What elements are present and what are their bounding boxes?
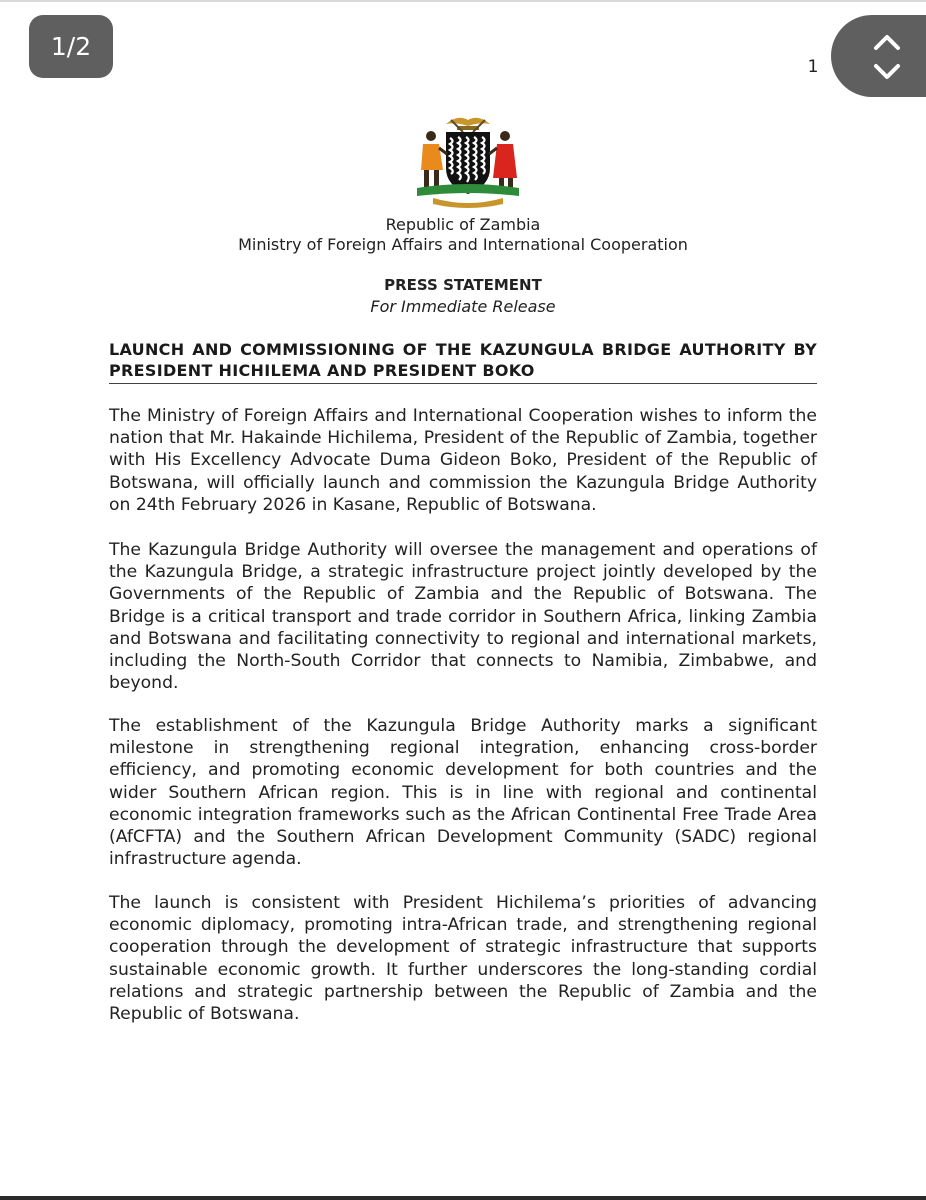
next-page-button[interactable] — [867, 57, 907, 87]
body-paragraph: The launch is consistent with President Hichilema’s priorities of advancing economic diplomacy, promoting intra-African trade, and strengthening regional cooperation through the development of strategic infrastructure that supports sustainable economic growth. It further underscores the long-standing cordial relations and strategic partnership between the Republic of Zambia and the Republic of Botswana. — [109, 893, 817, 1025]
page-indicator: 1/2 — [29, 15, 113, 78]
page-number: 1 — [807, 57, 819, 77]
chevron-up-icon — [871, 31, 903, 53]
header-ministry: Ministry of Foreign Affairs and International Cooperation — [238, 235, 688, 254]
statement-type: PRESS STATEMENT — [384, 276, 542, 294]
chevron-down-icon — [871, 61, 903, 83]
coat-of-arms-icon — [413, 110, 523, 210]
release-note: For Immediate Release — [370, 297, 556, 316]
body-paragraph: The establishment of the Kazungula Bridge Authority marks a significant milestone in strengthening regional integration, enhancing cross-border efficiency, and promoting economic development for both countries and the wider Southern African region. This is in line with regional and continental economic integration frameworks such as the African Continental Free Trade Area (AfCFTA) and the Southern African Development Community (SADC) regional infrastructure agenda. — [109, 716, 817, 870]
previous-page-button[interactable] — [867, 27, 907, 57]
top-border — [0, 0, 926, 2]
body-paragraph: The Ministry of Foreign Affairs and International Cooperation wishes to inform the nation that Mr. Hakainde Hichilema, President of the Republic of Zambia, together with His Excellency Advocate Duma Gideon Boko, President of the Republic of Botswana, will officially launch and commission the Kazungula Bridge Authority on 24th February 2026 in Kasane, Republic of Botswana. — [109, 406, 817, 515]
headline: LAUNCH AND COMMISSIONING OF THE KAZUNGULA BRIDGE AUTHORITY BY PRESIDENT HICHILEMA AND PRESIDENT BOKO — [109, 339, 817, 384]
header-country: Republic of Zambia — [385, 215, 541, 234]
page-navigation — [831, 15, 926, 97]
body-paragraph: The Kazungula Bridge Authority will oversee the management and operations of the Kazungula Bridge, a strategic infrastructure project jointly developed by the Governments of the Republic of Zambia and the Republic of Botswana. The Bridge is a critical transport and trade corridor in Southern Africa, linking Zambia and Botswana and facilitating connectivity to regional and international markets, including the North-South Corridor that connects to Namibia, Zimbabwe, and beyond. — [109, 540, 817, 694]
bottom-border — [0, 1196, 926, 1200]
